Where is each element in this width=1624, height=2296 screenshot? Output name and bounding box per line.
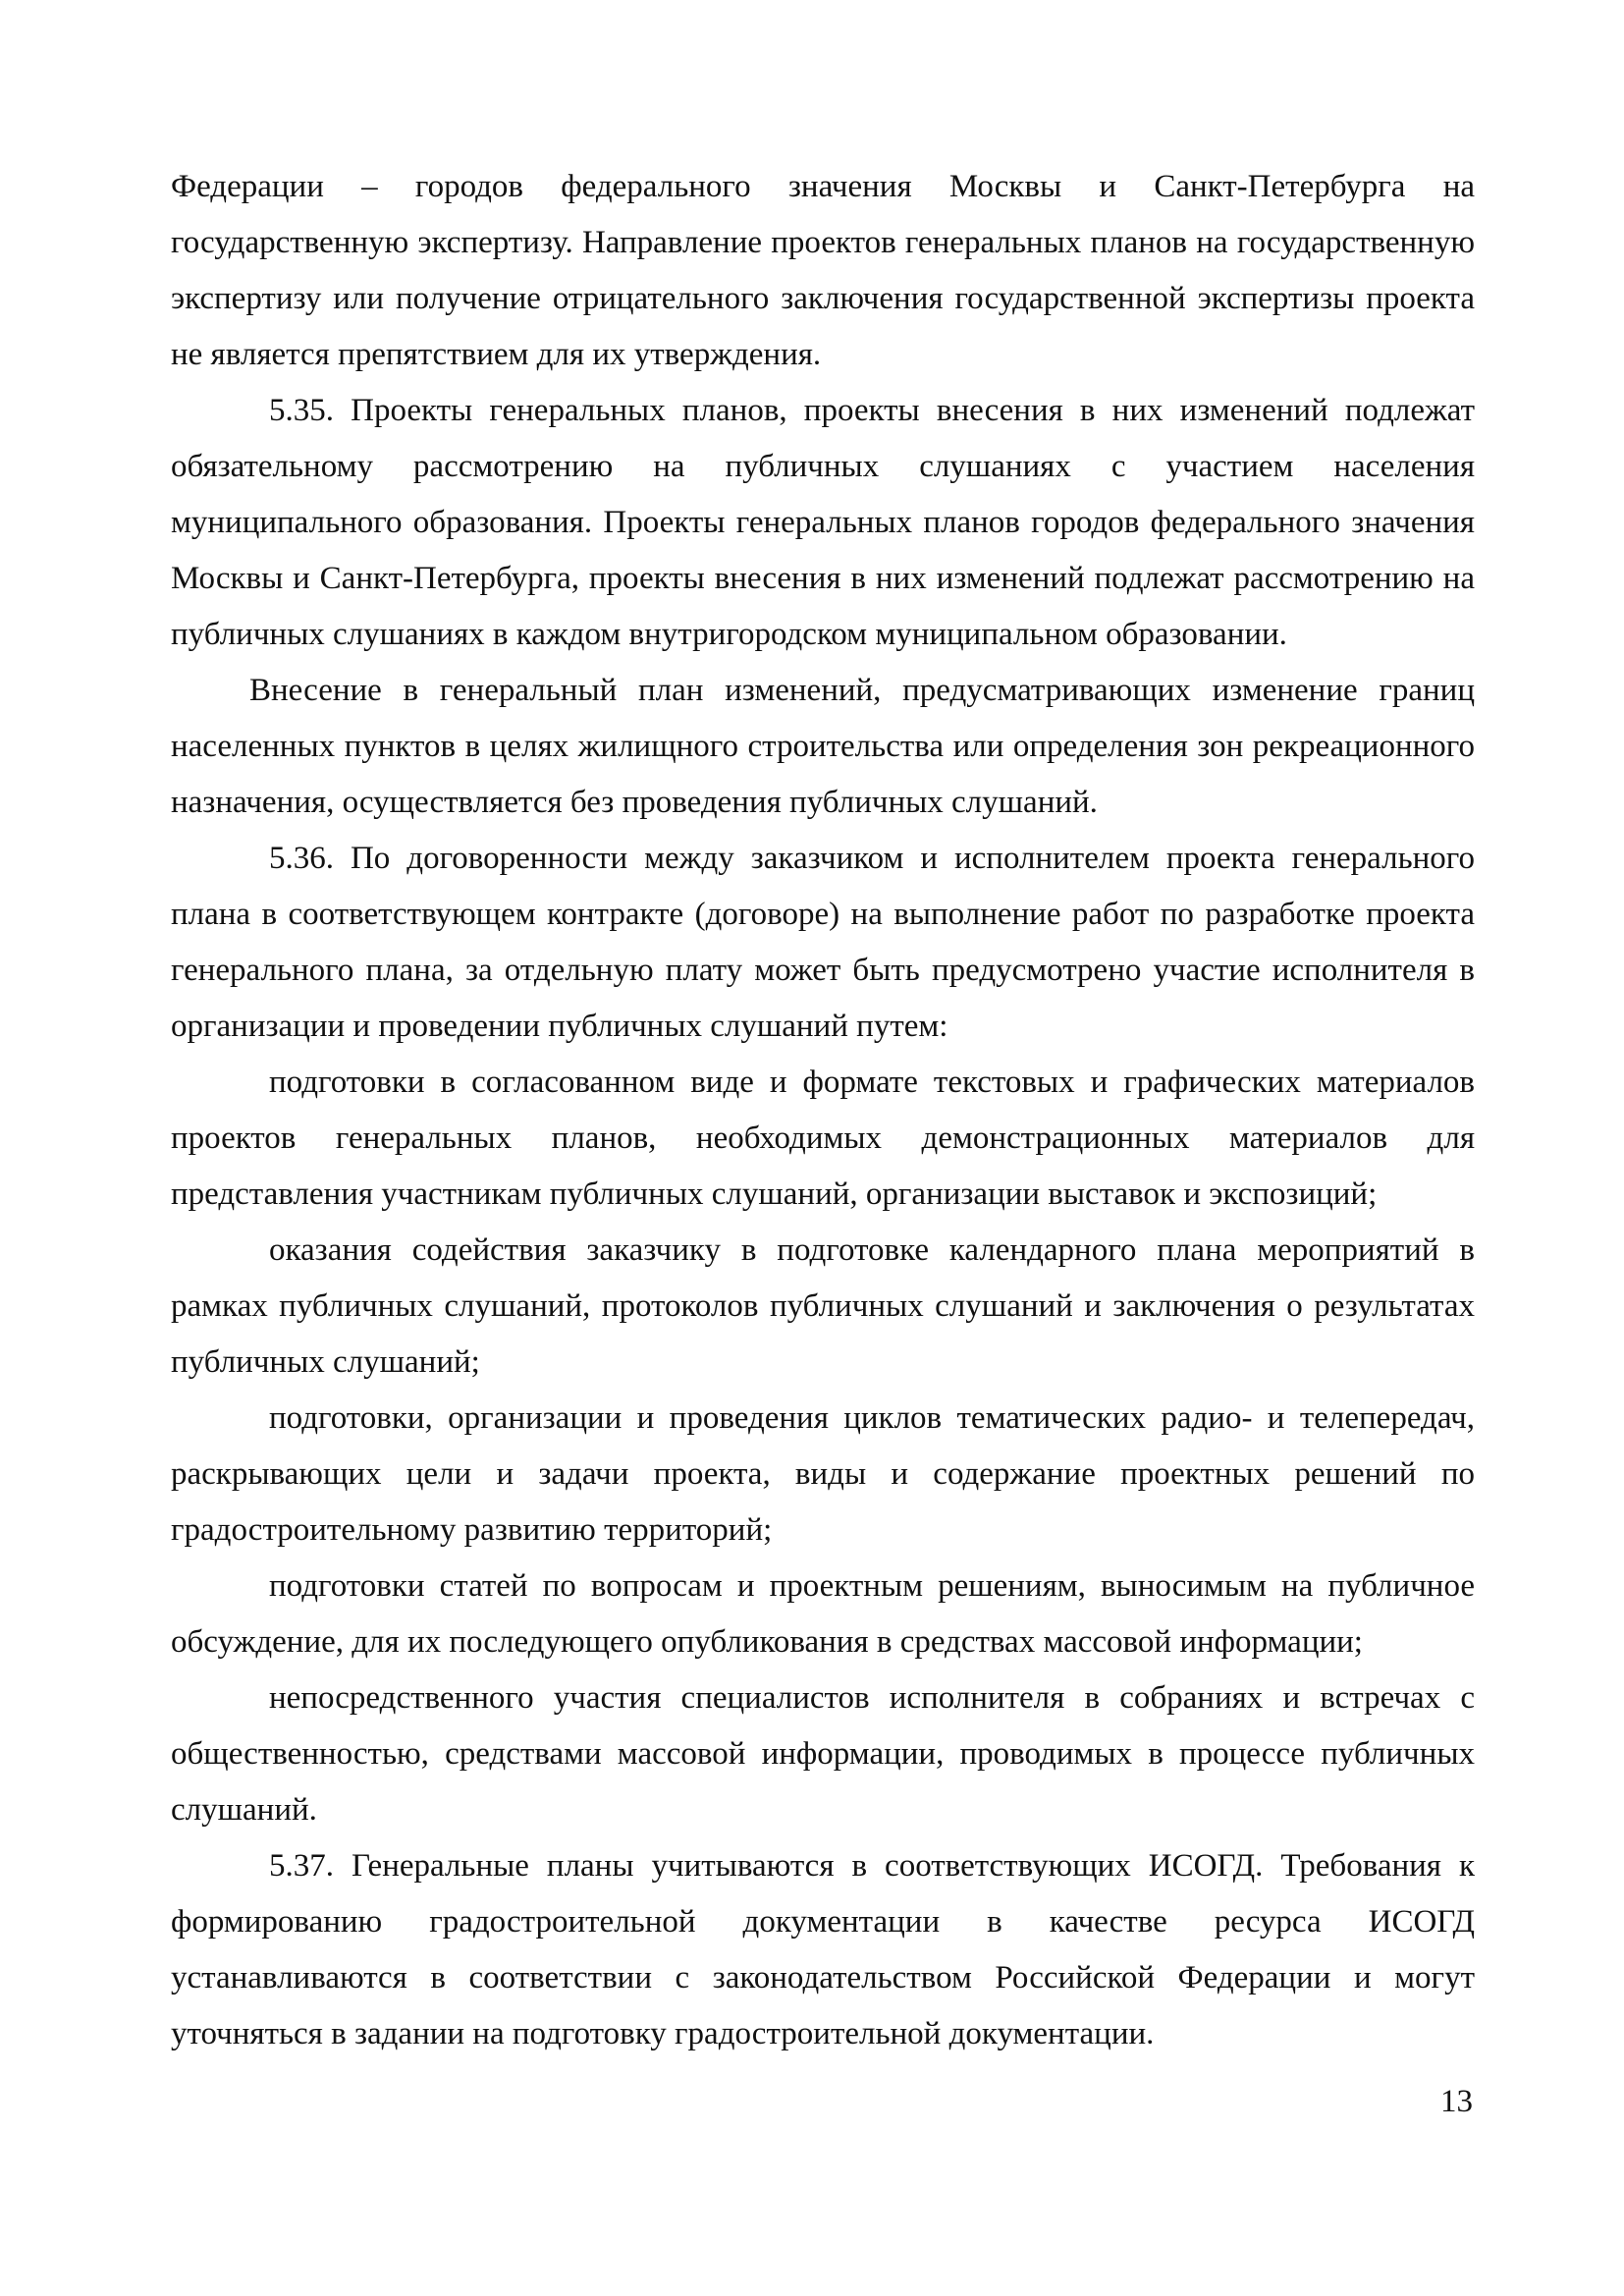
list-item-participation: непосредственного участия специалистов исполнителя в собраниях и встречах с общественностью, средствами массовой информации, проводимых в процессе публичных слушаний. xyxy=(171,1680,1475,1828)
list-item-assistance: оказания содействия заказчику в подготовке календарного плана мероприятий в рамках публичных слушаний, протоколов публичных слушаний и заключения о результатах публичных слушаний; xyxy=(171,1232,1475,1380)
paragraph-amendments: Внесение в генеральный план изменений, предусматривающих изменение границ населенных пунктов в целях жилищного строительства или определения зон рекреационного назначения, осуществляется без проведения публичных слушаний. xyxy=(171,673,1475,820)
paragraph-5-36: 5.36. По договоренности между заказчиком и исполнителем проекта генерального плана в соответствующем контракте (договоре) на выполнение работ по разработке проекта генерального плана, за отдельную плату может быть предусмотрено участие исполнителя в организации и проведении публичных слушаний путем: xyxy=(171,841,1475,1044)
paragraph-5-37: 5.37. Генеральные планы учитываются в соответствующих ИСОГД. Требования к формированию градостроительной документации в качестве ресурса ИСОГД устанавливаются в соответствии с законодательством Российской Федерации и могут уточняться в задании на подготовку градостроительной документации. xyxy=(171,1848,1475,2051)
paragraph-5-35: 5.35. Проекты генеральных планов, проекты внесения в них изменений подлежат обязательному рассмотрению на публичных слушаниях с участием населения муниципального образования. Проекты генеральных планов городов федерального значения Москвы и Санкт-Петербурга, проекты внесения в них изменений подлежат рассмотрению на публичных слушаниях в каждом внутригородском муниципальном образовании. xyxy=(171,393,1475,652)
document-body xyxy=(171,159,1475,2062)
list-item-articles: подготовки статей по вопросам и проектным решениям, выносимым на публичное обсуждение, для их последующего опубликования в средствах массовой информации; xyxy=(171,1568,1475,1660)
list-item-materials: подготовки в согласованном виде и формате текстовых и графических материалов проектов генеральных планов, необходимых демонстрационных материалов для представления участникам публичных слушаний, организации выставок и экспозиций; xyxy=(171,1065,1475,1212)
page-number: 13 xyxy=(1440,2084,1473,2119)
list-item-broadcasts: подготовки, организации и проведения циклов тематических радио- и телепередач, раскрывающих цели и задачи проекта, виды и содержание проектных решений по градостроительному развитию территорий; xyxy=(171,1400,1475,1548)
paragraph-continuation: Федерации – городов федерального значения Москвы и Санкт-Петербурга на государственную экспертизу. Направление проектов генеральных планов на государственную экспертизу или получение отрицательного заключения государственной экспертизы проекта не является препятствием для их утверждения. xyxy=(171,169,1475,372)
